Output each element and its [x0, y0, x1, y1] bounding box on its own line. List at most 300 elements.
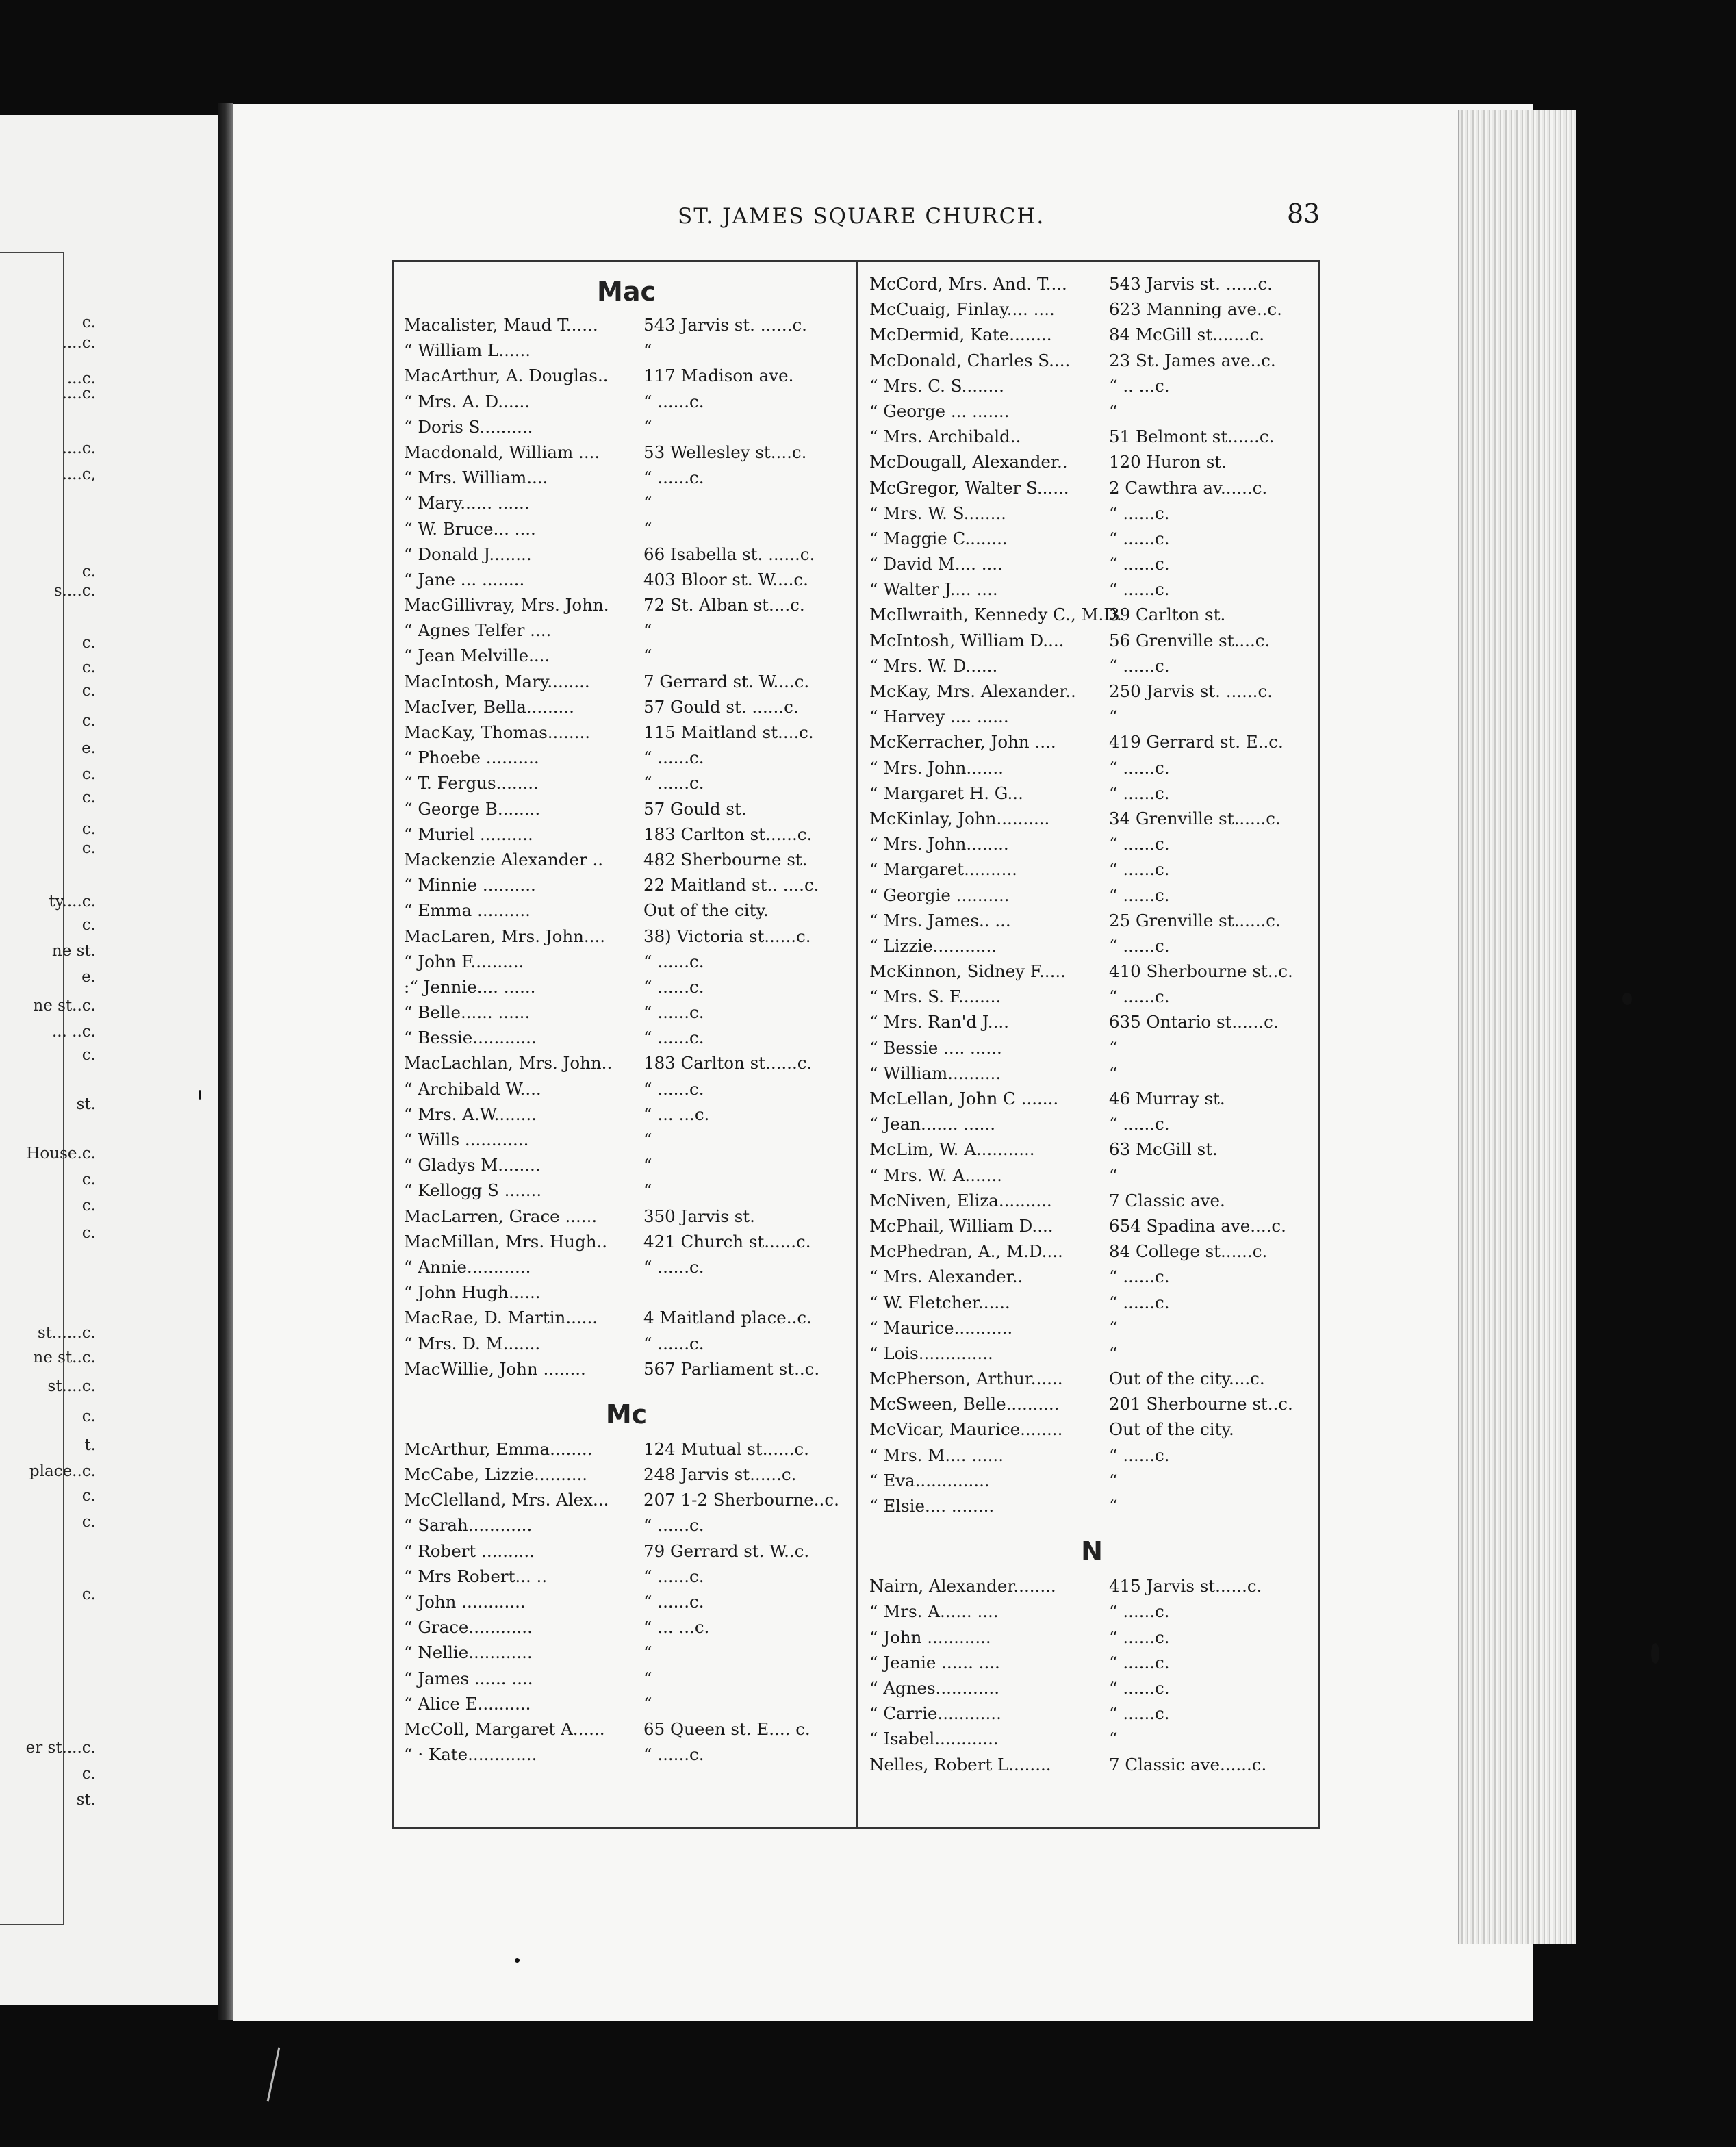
directory-entry [404, 490, 849, 516]
entry-name: “ Wills ............ [404, 1130, 529, 1149]
directory-entry [404, 1742, 849, 1767]
scan-mark [267, 2048, 281, 2102]
entry-name: “ Emma .......... [404, 900, 531, 921]
entry-name: “ Mrs. Alexander.. [869, 1267, 1023, 1287]
section-heading: N [1081, 1536, 1103, 1567]
entry-address: “ ......c. [1109, 579, 1170, 600]
directory-entry [869, 704, 1314, 729]
previous-page-fragment: ....c, [62, 466, 96, 483]
entry-name: “ Kellogg S ....... [404, 1180, 542, 1201]
entry-name: “ Margaret H. G... [869, 783, 1023, 803]
entry-name: MacMillan, Mrs. Hugh.. [404, 1231, 608, 1252]
directory-entry [869, 1136, 1314, 1162]
entry-name: “ David M.... .... [869, 554, 1003, 574]
entry-address: “ ......c. [1109, 987, 1170, 1007]
entry-address: 654 Spadina ave....c. [1109, 1215, 1286, 1236]
entry-name: McVicar, Maurice........ [869, 1419, 1063, 1440]
entry-name: “ John ............ [404, 1592, 526, 1612]
entry-name: “ Phoebe .......... [404, 748, 539, 768]
entry-address: “ ......c. [1109, 1652, 1170, 1673]
entry-name: “ Nellie............ [404, 1642, 533, 1663]
previous-page-fragment: e. [81, 739, 96, 757]
directory-entry [404, 1076, 849, 1102]
entry-name: McCabe, Lizzie.......... [404, 1464, 588, 1485]
entry-name: “ Mary...... ...... [404, 493, 530, 513]
entry-name: “ Mrs. William.... [404, 468, 548, 488]
entry-name: “ Eva.............. [869, 1470, 990, 1490]
entry-name: McLim, W. A........... [869, 1139, 1035, 1160]
directory-entry [869, 1650, 1314, 1675]
entry-name: “ Mrs. Ran'd J.... [869, 1012, 1009, 1032]
directory-entry [869, 831, 1314, 856]
previous-page-fragment: ty....c. [49, 893, 96, 911]
entry-name: “ William.......... [869, 1063, 1001, 1083]
previous-page-fragment: c. [81, 916, 96, 934]
entry-address: “ ......c. [1109, 834, 1170, 854]
previous-page-fragment: c. [81, 634, 96, 652]
entry-name: McClelland, Mrs. Alex... [404, 1490, 609, 1510]
section-heading: Mc [605, 1399, 648, 1430]
entry-address: 57 Gould st. ......c. [643, 696, 799, 717]
entry-name: “ John ............ [869, 1627, 991, 1647]
directory-entry [869, 1675, 1314, 1701]
entry-name: “ Lois.............. [869, 1343, 993, 1363]
entry-name: “ Mrs. C. S........ [869, 375, 1004, 396]
entry-address: 403 Bloor st. W....c. [643, 569, 808, 589]
entry-address: “ [643, 1180, 652, 1201]
entry-address: 79 Gerrard st. W..c. [643, 1540, 810, 1561]
directory-entry [869, 1701, 1314, 1726]
entry-name: McDermid, Kate........ [869, 325, 1052, 345]
entry-name: “ Mrs. A. D...... [404, 391, 531, 411]
entry-address: 2 Cawthra av......c. [1109, 477, 1268, 498]
entry-name: “ Elsie.... ........ [869, 1496, 995, 1516]
entry-name: “ Agnes............ [869, 1677, 999, 1698]
directory-entry [869, 271, 1314, 296]
directory-entry [404, 1462, 849, 1487]
entry-address: “ ... ...c. [643, 1104, 710, 1124]
entry-name: “ Donald J........ [404, 544, 532, 564]
entry-name: “ Belle...... ...... [404, 1002, 531, 1023]
previous-page-fragment: c. [81, 1765, 96, 1783]
directory-entry [404, 669, 849, 694]
entry-name: McIlwraith, Kennedy C., M.D. [869, 605, 1122, 625]
entry-address: “ [643, 1668, 652, 1688]
directory-column-right [869, 271, 1314, 1777]
entry-address: 567 Parliament st..c. [643, 1358, 820, 1379]
directory-entry [869, 653, 1314, 678]
previous-page-fragment: st. [76, 1791, 96, 1809]
entry-name: McCord, Mrs. And. T.... [869, 274, 1067, 294]
entry-name: “ Mrs. W. D...... [869, 655, 998, 676]
entry-name: “ George B........ [404, 798, 541, 819]
entry-address: “ ......c. [1109, 1703, 1170, 1724]
entry-name: McLellan, John C ....... [869, 1089, 1059, 1108]
entry-address: “ ......c. [643, 1256, 704, 1277]
book-gutter [218, 103, 233, 2020]
entry-name: “ Jean....... ...... [869, 1114, 996, 1134]
entry-address: 115 Maitland st....c. [643, 722, 814, 742]
directory-entry [404, 1589, 849, 1614]
entry-name: McCuaig, Finlay.... .... [869, 299, 1055, 320]
entry-name: “ John F.......... [404, 951, 524, 971]
entry-address: “ ......c. [643, 391, 704, 411]
entry-address: “ [643, 340, 652, 361]
entry-address: 34 Grenville st......c. [1109, 808, 1281, 828]
entry-name: MacLaren, Mrs. John.... [404, 926, 606, 946]
entry-name: “ Maggie C........ [869, 528, 1008, 548]
entry-address: “ [643, 493, 652, 513]
previous-page-fragment: House.c. [26, 1145, 96, 1163]
previous-page [0, 115, 220, 2005]
entry-name: “ Mrs. A...... .... [869, 1601, 999, 1622]
entry-address: “ [1109, 1037, 1118, 1058]
directory-entry [869, 1366, 1314, 1391]
directory-entry [404, 1538, 849, 1564]
previous-page-fragment: c. [81, 563, 96, 581]
previous-page-fragment: st. [76, 1095, 96, 1113]
entry-address: 63 McGill st. [1109, 1139, 1218, 1160]
entry-name: “ Isabel............ [869, 1729, 999, 1749]
entry-name: “ Minnie .......... [404, 875, 536, 895]
entry-address: “ [643, 518, 652, 539]
entry-address: 39 Carlton st. [1109, 605, 1226, 625]
entry-address: “ [1109, 1496, 1118, 1516]
previous-page-fragment: ....c. [62, 440, 96, 457]
directory-entry [404, 1564, 849, 1589]
entry-address: 23 St. James ave..c. [1109, 350, 1276, 370]
entry-name: “ Lizzie............ [869, 935, 997, 956]
entry-address: 350 Jarvis st. [643, 1206, 755, 1226]
directory-entry [404, 1691, 849, 1716]
entry-name: “ Robert .......... [404, 1540, 535, 1561]
directory-entry [869, 1238, 1314, 1264]
entry-address: “ ......c. [1109, 554, 1170, 574]
directory-entry [869, 373, 1314, 398]
directory-entry [404, 643, 849, 668]
entry-address: Out of the city....c. [1109, 1369, 1265, 1389]
entry-address: “ [1109, 1165, 1118, 1185]
previous-page-fragment: c. [81, 789, 96, 806]
entry-address: 57 Gould st. [643, 798, 747, 819]
entry-name: Mackenzie Alexander .. [404, 849, 604, 869]
directory-entry [869, 856, 1314, 882]
entry-name: McNiven, Eliza.......... [869, 1190, 1052, 1210]
previous-page-fragment: c. [81, 765, 96, 783]
entry-name: “ Gladys M........ [404, 1155, 541, 1176]
entry-address: “ ......c. [643, 1028, 704, 1048]
previous-page-fragment: c. [81, 1586, 96, 1603]
directory-entry [404, 694, 849, 720]
directory-entry [404, 542, 849, 567]
entry-address: 124 Mutual st......c. [643, 1438, 809, 1459]
entry-address: 7 Classic ave. [1109, 1190, 1225, 1210]
entry-name: “ Mrs Robert... .. [404, 1566, 548, 1586]
directory-entry [869, 678, 1314, 704]
entry-address: 56 Grenville st....c. [1109, 630, 1271, 650]
entry-name: McPhail, William D.... [869, 1215, 1054, 1236]
entry-address: “ ......c. [1109, 503, 1170, 523]
entry-name: McKinnon, Sidney F..... [869, 961, 1066, 982]
page-header-title: ST. JAMES SQUARE CHURCH. [678, 204, 1045, 229]
directory-entry [869, 398, 1314, 424]
entry-name: McIntosh, William D.... [869, 630, 1064, 650]
directory-entry [404, 1640, 849, 1665]
entry-address: “ [643, 416, 652, 437]
directory-entry [404, 1102, 849, 1127]
entry-address: “ ......c. [1109, 885, 1170, 905]
entry-name: Macdonald, William .... [404, 442, 600, 462]
directory-entry [404, 338, 849, 363]
directory-entry [404, 1000, 849, 1025]
entry-address: 207 1-2 Sherbourne..c. [643, 1490, 839, 1510]
directory-entry [869, 322, 1314, 347]
entry-address: 120 Huron st. [1109, 452, 1227, 472]
entry-name: Macalister, Maud T...... [404, 315, 598, 335]
entry-address: 65 Queen st. E.... c. [643, 1718, 810, 1739]
directory-entry [404, 898, 849, 923]
entry-name: “ Doris S.......... [404, 416, 533, 437]
entry-name: MacGillivray, Mrs. John. [404, 595, 609, 615]
directory-entry [869, 602, 1314, 627]
entry-address: 53 Wellesley st....c. [643, 442, 807, 462]
directory-entry [869, 1111, 1314, 1136]
entry-name: “ Harvey .... ...... [869, 707, 1009, 727]
previous-page-fragment: c. [81, 1513, 96, 1531]
entry-name: MacLachlan, Mrs. John.. [404, 1053, 613, 1074]
entry-name: “ Bessie............ [404, 1028, 537, 1048]
entry-address: “ ......c. [643, 1744, 704, 1765]
entry-name: :“ Jennie.... ...... [404, 976, 536, 997]
entry-name: “ Sarah............ [404, 1515, 533, 1536]
directory-entry [869, 1625, 1314, 1650]
entry-address: “ [643, 1130, 652, 1149]
directory-entry [404, 1204, 849, 1229]
previous-page-fragment: c. [81, 1171, 96, 1189]
previous-page-fragment: ....c. [62, 385, 96, 403]
directory-entry [404, 1050, 849, 1076]
entry-address: Out of the city. [1109, 1419, 1234, 1440]
previous-page-fragment: st....c. [47, 1377, 96, 1395]
previous-page-fragment: c. [81, 314, 96, 331]
directory-entry [404, 796, 849, 822]
entry-name: “ Mrs. Archibald.. [869, 427, 1021, 447]
directory-entry [869, 500, 1314, 526]
directory-entry [869, 908, 1314, 933]
directory-entry [404, 1666, 849, 1691]
previous-page-fragment: c. [81, 1408, 96, 1425]
entry-address: 543 Jarvis st. ......c. [1109, 274, 1273, 294]
directory-entry [869, 984, 1314, 1009]
entry-name: “ Mrs. W. S........ [869, 503, 1006, 523]
previous-page-fragment: c. [81, 1197, 96, 1215]
entry-name: “ Margaret.......... [869, 859, 1017, 880]
directory-entry [404, 1614, 849, 1640]
entry-address: “ [1109, 401, 1118, 421]
entry-name: MacLarren, Grace ...... [404, 1206, 598, 1226]
entry-address: 66 Isabella st. ......c. [643, 544, 815, 564]
entry-address: “ ......c. [1109, 935, 1170, 956]
entry-name: MacArthur, A. Douglas.. [404, 366, 609, 386]
previous-page-fragment: st......c. [37, 1324, 96, 1342]
entry-name: “ Mrs. M.... ...... [869, 1445, 1004, 1465]
entry-name: McGregor, Walter S...... [869, 477, 1069, 498]
entry-name: “ W. Bruce... .... [404, 518, 536, 539]
entry-address: “ [1109, 1343, 1118, 1363]
entry-address: “ [643, 620, 652, 641]
directory-entry [404, 974, 849, 1000]
directory-entry [869, 1493, 1314, 1519]
entry-address: 410 Sherbourne st..c. [1109, 961, 1293, 982]
entry-address: 51 Belmont st......c. [1109, 427, 1275, 447]
entry-address: 415 Jarvis st......c. [1109, 1576, 1262, 1597]
directory-entry [404, 592, 849, 618]
entry-address: “ ......c. [1109, 1601, 1170, 1622]
directory-entry [869, 1391, 1314, 1416]
directory-entry [404, 924, 849, 949]
entry-address: “ ......c. [1109, 1677, 1170, 1698]
directory-entry [869, 780, 1314, 806]
directory-entry [404, 567, 849, 592]
entry-address: “ [643, 1155, 652, 1176]
directory-entry [869, 933, 1314, 958]
entry-address: “ ......c. [1109, 1267, 1170, 1287]
entry-address: “ ......c. [1109, 783, 1170, 803]
directory-entry [869, 628, 1314, 653]
previous-page-fragment: ne st..c. [33, 1349, 96, 1367]
previous-page-fragment: c. [81, 712, 96, 730]
entry-address: “ ......c. [1109, 1292, 1170, 1312]
entry-name: “ George ... ....... [869, 401, 1010, 421]
directory-entry [404, 389, 849, 414]
column-divider [856, 260, 858, 1829]
entry-name: McColl, Margaret A...... [404, 1718, 605, 1739]
directory-entry [869, 1188, 1314, 1213]
entry-address: “ ......c. [643, 748, 704, 768]
entry-address: 4 Maitland place..c. [643, 1308, 812, 1328]
entry-name: “ Annie............ [404, 1256, 531, 1277]
entry-name: “ Bessie .... ...... [869, 1037, 1002, 1058]
entry-address: 250 Jarvis st. ......c. [1109, 681, 1273, 701]
entry-name: “ James ...... .... [404, 1668, 533, 1688]
previous-page-fragment: c. [81, 659, 96, 676]
entry-name: McSween, Belle.......... [869, 1394, 1060, 1414]
entry-name: “ John Hugh...... [404, 1282, 541, 1303]
entry-address: 7 Gerrard st. W....c. [643, 671, 810, 691]
directory-entry [404, 1127, 849, 1152]
entry-name: “ Jean Melville.... [404, 646, 550, 666]
entry-name: MacIntosh, Mary........ [404, 671, 590, 691]
entry-address: “ ......c. [643, 1002, 704, 1023]
entry-name: McKinlay, John.......... [869, 808, 1050, 828]
entry-address: “ [643, 1642, 652, 1663]
entry-name: “ Jeanie ...... .... [869, 1652, 1000, 1673]
directory-entry [404, 1331, 849, 1356]
directory-column-left [404, 271, 849, 1767]
entry-name: “ Carrie............ [869, 1703, 1001, 1724]
directory-entry [404, 1356, 849, 1382]
entry-address: 25 Grenville st......c. [1109, 910, 1281, 930]
entry-address: “ [1109, 707, 1118, 727]
directory-entry [869, 1468, 1314, 1493]
directory-entry [404, 822, 849, 847]
directory-entry [869, 1035, 1314, 1060]
previous-page-frame [0, 252, 64, 1925]
entry-address: “ ......c. [643, 773, 704, 793]
directory-entry [869, 806, 1314, 831]
entry-address: “ [1109, 1063, 1118, 1083]
entry-name: McKay, Mrs. Alexander.. [869, 681, 1076, 701]
entry-name: McPhedran, A., M.D.... [869, 1241, 1063, 1262]
directory-entry [869, 449, 1314, 474]
entry-address: Out of the city. [643, 900, 769, 921]
directory-entry [404, 1716, 849, 1742]
entry-name: McDougall, Alexander.. [869, 452, 1068, 472]
entry-name: Nelles, Robert L........ [869, 1754, 1051, 1775]
directory-entry [869, 958, 1314, 984]
entry-name: “ Jane ... ........ [404, 569, 525, 589]
directory-entry [404, 720, 849, 745]
entry-address: “ [1109, 1729, 1118, 1749]
directory-entry [404, 1305, 849, 1330]
entry-address: “ [1109, 1317, 1118, 1338]
entry-address: “ ......c. [643, 951, 704, 971]
directory-entry [869, 526, 1314, 551]
previous-page-fragment: c. [81, 1046, 96, 1064]
entry-address: 22 Maitland st.. ....c. [643, 875, 819, 895]
entry-name: “ W. Fletcher...... [869, 1292, 1010, 1312]
entry-address: “ ......c. [643, 468, 704, 488]
entry-address: 183 Carlton st......c. [643, 824, 813, 844]
entry-name: “ Mrs. John........ [869, 834, 1009, 854]
directory-entry [869, 424, 1314, 449]
entry-name: “ William L...... [404, 340, 531, 361]
directory-entry [869, 1264, 1314, 1289]
entry-address: 201 Sherbourne st..c. [1109, 1394, 1293, 1414]
entry-name: “ Walter J.... .... [869, 579, 998, 600]
directory-entry [404, 847, 849, 872]
entry-name: McDonald, Charles S.... [869, 350, 1071, 370]
previous-page-fragment: ne st..c. [33, 997, 96, 1015]
directory-entry [404, 872, 849, 898]
previous-page-fragment: e. [81, 968, 96, 986]
entry-address: “ ......c. [643, 1592, 704, 1612]
directory-entry [404, 363, 849, 388]
entry-address: “ ... ...c. [643, 1617, 710, 1638]
directory-entry [869, 755, 1314, 780]
directory-entry [404, 1512, 849, 1538]
entry-name: “ Agnes Telfer .... [404, 620, 552, 641]
entry-address: 543 Jarvis st. ......c. [643, 315, 807, 335]
entry-address: “ ......c. [1109, 859, 1170, 880]
entry-address: 84 College st......c. [1109, 1241, 1268, 1262]
previous-page-fragment: s....c. [53, 582, 96, 600]
directory-entry [869, 1290, 1314, 1315]
entry-address: 46 Murray st. [1109, 1089, 1225, 1108]
entry-name: “ Maurice........... [869, 1317, 1013, 1338]
entry-address: 117 Madison ave. [643, 366, 794, 386]
entry-name: McKerracher, John .... [869, 732, 1056, 752]
directory-entry [869, 551, 1314, 576]
entry-name: Nairn, Alexander........ [869, 1576, 1056, 1597]
entry-name: “ Alice E.......... [404, 1693, 531, 1714]
directory-entry [404, 440, 849, 465]
entry-address: “ ......c. [1109, 757, 1170, 778]
entry-address: 7 Classic ave......c. [1109, 1754, 1267, 1775]
previous-page-fragment: c. [81, 839, 96, 857]
directory-entry [404, 1487, 849, 1512]
entry-address: 72 St. Alban st....c. [643, 595, 805, 615]
